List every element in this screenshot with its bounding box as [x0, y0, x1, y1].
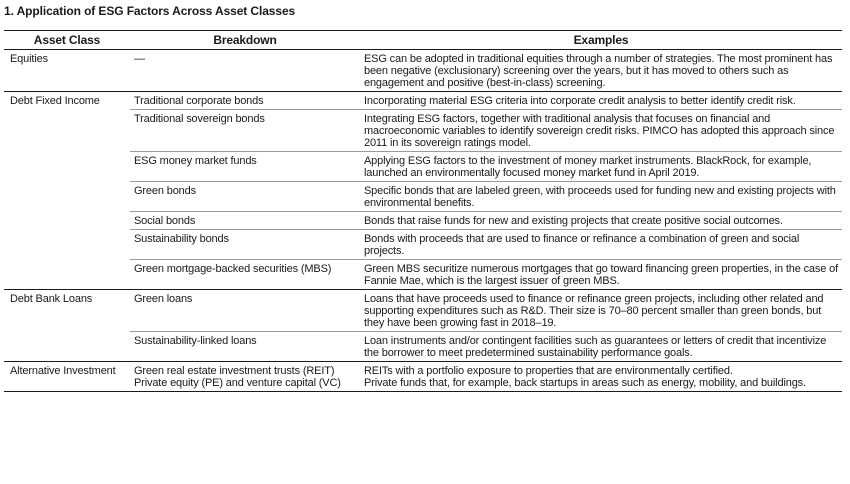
- table-row: [4, 260, 842, 290]
- table-title: 1. Application of ESG Factors Across Asset Classes: [4, 4, 296, 18]
- example-cell: Bonds that raise funds for new and existing projects that create positive social outcomes.: [360, 212, 842, 230]
- breakdown-cell: Social bonds: [130, 212, 360, 230]
- asset-class-cell: [4, 332, 130, 362]
- breakdown-cell: Sustainability-linked loans: [130, 332, 360, 362]
- breakdown-cell: [130, 362, 360, 392]
- example-cell: [360, 362, 842, 392]
- asset-class-cell: [4, 182, 130, 212]
- table-row: [4, 92, 842, 110]
- example-line: Private funds that, for example, back startups in areas such as energy, mobility, and buildings.: [364, 377, 806, 389]
- table-row: [4, 50, 842, 92]
- breakdown-cell: Green mortgage-backed securities (MBS): [130, 260, 360, 290]
- esg-table: [4, 30, 842, 392]
- example-cell: Applying ESG factors to the investment of money market instruments. BlackRock, for example, launched an environmentally focused money market fund in April 2019.: [360, 152, 842, 182]
- example-cell: Specific bonds that are labeled green, with proceeds used for funding new and existing projects with environmental benefits.: [360, 182, 842, 212]
- column-header-breakdown: Breakdown: [130, 31, 360, 50]
- example-cell: Loan instruments and/or contingent facilities such as guarantees or letters of credit that incentivize the borrower to meet predetermined sustainability performance goals.: [360, 332, 842, 362]
- table-row: [4, 212, 842, 230]
- table-row: [4, 332, 842, 362]
- example-cell: Green MBS securitize numerous mortgages that go toward financing green properties, in the case of Fannie Mae, which is the largest issuer of green MBS.: [360, 260, 842, 290]
- asset-class-cell: [4, 212, 130, 230]
- breakdown-cell: Green loans: [130, 290, 360, 332]
- header-row: [4, 31, 842, 50]
- breakdown-cell: Traditional corporate bonds: [130, 92, 360, 110]
- breakdown-line: Private equity (PE) and venture capital (VC): [134, 377, 341, 389]
- column-header-examples: Examples: [360, 31, 842, 50]
- example-cell: Bonds with proceeds that are used to finance or refinance a combination of green and social projects.: [360, 230, 842, 260]
- example-cell: ESG can be adopted in traditional equities through a number of strategies. The most prominent has been negative (exclusionary) screening over the years, but it has moved to others such as engagement and positive (best-in-class) screening.: [360, 50, 842, 92]
- table-row: [4, 182, 842, 212]
- example-cell: Incorporating material ESG criteria into corporate credit analysis to better identify credit risk.: [360, 92, 842, 110]
- example-cell: Loans that have proceeds used to finance or refinance green projects, including other related and supporting expenditures such as R&D. Their size is 70–80 percent smaller than green bonds, but they have been growing fast in 2018–19.: [360, 290, 842, 332]
- asset-class-cell: [4, 260, 130, 290]
- example-cell: Integrating ESG factors, together with traditional analysis that focuses on financial and macroeconomic variables to identify sovereign credit risks. PIMCO has adopted this approach since 2011 in its sovereign ratings model.: [360, 110, 842, 152]
- asset-class-cell: Debt Bank Loans: [10, 293, 93, 305]
- asset-class-cell: [4, 230, 130, 260]
- table-row: [4, 152, 842, 182]
- asset-class-cell: Alternative Investment: [4, 362, 130, 392]
- table-row: [4, 110, 842, 152]
- breakdown-cell: Traditional sovereign bonds: [130, 110, 360, 152]
- asset-class-cell: [4, 152, 130, 182]
- column-header-asset-class: Asset Class: [4, 31, 130, 50]
- example-line: REITs with a portfolio exposure to properties that are environmentally certified.: [364, 365, 733, 377]
- breakdown-line: Green real estate investment trusts (REIT): [134, 365, 335, 377]
- table-row: [4, 362, 842, 392]
- table-row: [4, 290, 842, 332]
- breakdown-cell: —: [130, 50, 360, 92]
- table-row: [4, 230, 842, 260]
- breakdown-cell: ESG money market funds: [130, 152, 360, 182]
- breakdown-cell: Green bonds: [130, 182, 360, 212]
- asset-class-cell: Debt Fixed Income: [10, 95, 100, 107]
- asset-class-cell: [4, 110, 130, 152]
- asset-class-cell: Equities: [4, 50, 130, 92]
- breakdown-cell: Sustainability bonds: [130, 230, 360, 260]
